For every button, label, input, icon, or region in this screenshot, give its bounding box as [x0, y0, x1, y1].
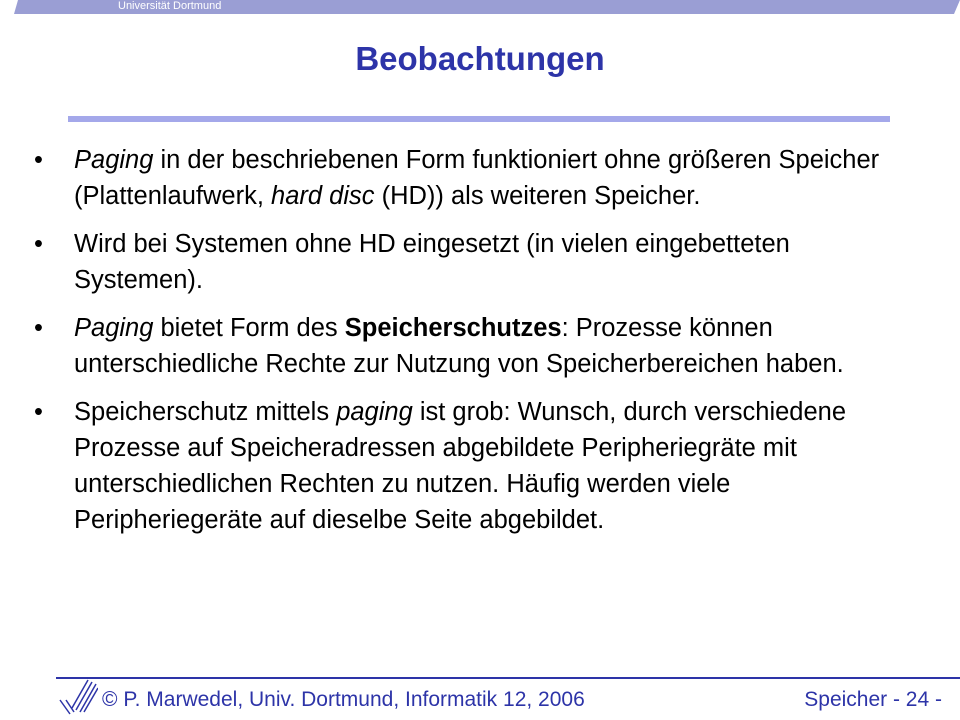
bullet-text-run: Paging — [74, 314, 154, 342]
bullet-dot-icon: • — [34, 398, 43, 426]
bullet-dot-icon: • — [34, 314, 43, 342]
bullet-item — [32, 226, 912, 298]
bullet-item — [32, 394, 912, 538]
slide-title: Beobachtungen — [355, 40, 605, 77]
title-underline — [68, 116, 890, 122]
bullet-text-run: : Prozesse können unterschiedliche Rechte zur Nutzung von Speicherbereichen haben. — [74, 314, 844, 378]
bullet-text-run: ist grob: Wunsch, durch verschiedene Prozesse auf Speicheradressen abgebildete Peripheriegräte mit unterschiedlichen Rechten zu nutzen. Häufig werden viele Peripheriegeräte auf dieselbe Seite abgebildet. — [74, 398, 847, 534]
bullet-text-run: Paging — [74, 146, 154, 174]
bullet-text-run: (HD)) als weiteren Speicher. — [374, 182, 701, 210]
bullet-text-run: paging — [336, 398, 413, 426]
bullet-item — [32, 310, 912, 382]
university-name: Universität Dortmund — [118, 0, 222, 12]
footer-rule — [56, 677, 960, 679]
footer-copyright — [102, 688, 585, 712]
bullet-item — [32, 142, 912, 214]
bullet-dot-icon: • — [34, 230, 43, 258]
bullet-list — [32, 142, 912, 550]
bullet-text-run: Wird bei Systemen ohne HD eingesetzt (in vielen eingebetteten Systemen). — [74, 230, 790, 294]
footer-page-number: Speicher - 24 - — [804, 688, 942, 711]
bullet-text-run: hard disc — [271, 182, 375, 210]
bullet-text-run: Speicherschutz mittels — [74, 398, 337, 426]
copyright-icon: © — [102, 688, 118, 711]
bullet-dot-icon: • — [34, 146, 43, 174]
bullet-text-run: bietet Form des — [153, 314, 345, 342]
university-logo — [58, 678, 98, 716]
bullet-text-run: Speicherschutzes — [344, 314, 562, 342]
footer-copyright-text: P. Marwedel, Univ. Dortmund, Informatik 12, 2006 — [117, 688, 585, 711]
bullet-text-run: in der beschriebenen Form funktioniert ohne größeren Speicher (Plattenlaufwerk, — [74, 146, 880, 210]
